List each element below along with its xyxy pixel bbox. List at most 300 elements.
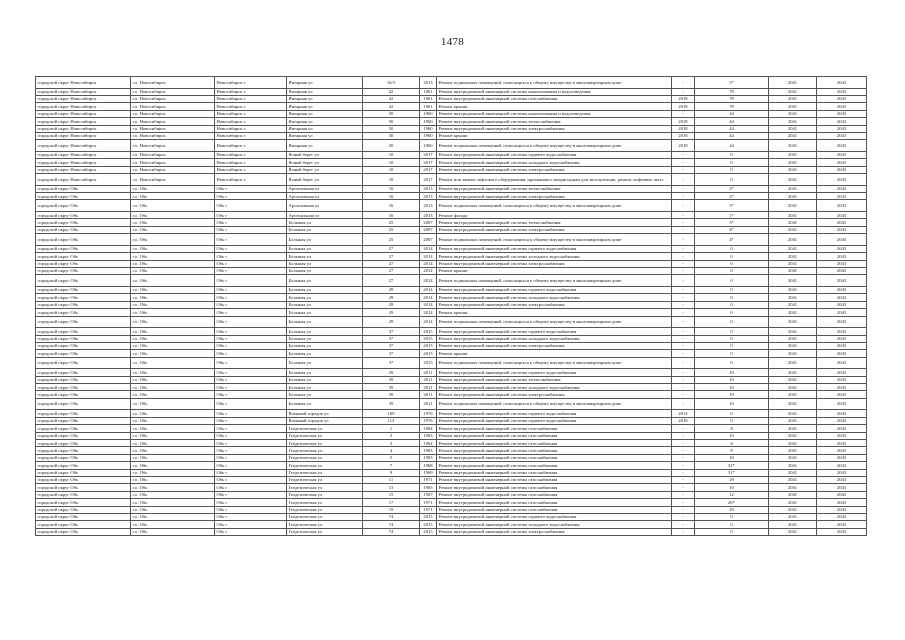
work-type-cell: Ремонт крыши bbox=[437, 309, 672, 316]
street-cell: Геодезическая ул bbox=[287, 469, 363, 476]
work-type-cell: Ремонт внутридомовой инженерной системы холодного водоснабжения bbox=[437, 521, 672, 528]
period-end-cell: 2043 bbox=[817, 151, 867, 158]
house-cell: 16 bbox=[363, 212, 420, 219]
period-start-cell: 2041 bbox=[769, 88, 817, 95]
locality-cell: Новосибирск г bbox=[215, 103, 287, 110]
wear-cell: 10 bbox=[695, 398, 769, 410]
last-repair-cell: - bbox=[672, 245, 695, 252]
street-cell: Военный городок ул bbox=[287, 410, 363, 417]
municipality-cell: городской округ Обь bbox=[36, 391, 131, 398]
last-repair-cell: - bbox=[672, 294, 695, 301]
work-type-cell: Ремонт внутридомовой инженерной системы электроснабжения bbox=[437, 125, 672, 132]
year-built-cell: 2017 bbox=[420, 174, 437, 186]
locality-cell: Обь г bbox=[215, 260, 287, 267]
year-built-cell: 2015 bbox=[420, 350, 437, 357]
municipality-cell: городской округ Обь bbox=[36, 447, 131, 454]
period-end-cell: 2043 bbox=[817, 110, 867, 117]
year-built-cell: 2013 bbox=[420, 77, 437, 89]
year-built-cell: 2017 bbox=[420, 159, 437, 166]
house-cell: 39 bbox=[363, 369, 420, 376]
municipality-cell: городской округ Обь bbox=[36, 185, 131, 192]
table-row bbox=[36, 491, 867, 498]
table-row bbox=[36, 440, 867, 447]
street-cell: Большая ул bbox=[287, 391, 363, 398]
wear-cell: 0 bbox=[695, 521, 769, 528]
district-cell: г.о. Новосибирск bbox=[131, 77, 215, 89]
locality-cell: Обь г bbox=[215, 417, 287, 424]
year-built-cell: 1960 bbox=[420, 118, 437, 125]
house-cell: 25 bbox=[363, 226, 420, 233]
district-cell: г.о. Обь bbox=[131, 335, 215, 342]
street-cell: Большая ул bbox=[287, 245, 363, 252]
wear-cell: 5* bbox=[695, 77, 769, 89]
wear-cell: 26* bbox=[695, 499, 769, 506]
street-cell: Большая ул bbox=[287, 226, 363, 233]
work-type-cell: Ремонт крыши bbox=[437, 103, 672, 110]
table-row bbox=[36, 432, 867, 439]
municipality-cell: городской округ Обь bbox=[36, 506, 131, 513]
district-cell: г.о. Обь bbox=[131, 253, 215, 260]
year-built-cell: 2014 bbox=[420, 309, 437, 316]
period-end-cell: 2043 bbox=[817, 454, 867, 461]
street-cell: Геодезическая ул bbox=[287, 476, 363, 483]
district-cell: г.о. Обь bbox=[131, 200, 215, 212]
locality-cell: Обь г bbox=[215, 491, 287, 498]
wear-cell: 78 bbox=[695, 88, 769, 95]
locality-cell: Новосибирск г bbox=[215, 88, 287, 95]
district-cell: г.о. Обь bbox=[131, 425, 215, 432]
locality-cell: Новосибирск г bbox=[215, 159, 287, 166]
municipality-cell: городской округ Обь bbox=[36, 245, 131, 252]
municipality-cell: городской округ Обь bbox=[36, 462, 131, 469]
period-start-cell: 2041 bbox=[769, 193, 817, 200]
district-cell: г.о. Новосибирск bbox=[131, 103, 215, 110]
street-cell: Большая ул bbox=[287, 275, 363, 287]
locality-cell: Новосибирск г bbox=[215, 140, 287, 152]
work-type-cell: Ремонт крыши bbox=[437, 350, 672, 357]
house-cell: 25 bbox=[363, 219, 420, 226]
last-repair-cell: - bbox=[672, 506, 695, 513]
last-repair-cell: - bbox=[672, 432, 695, 439]
year-built-cell: 2014 bbox=[420, 316, 437, 328]
wear-cell: 2* bbox=[695, 193, 769, 200]
work-type-cell: Ремонт внутридомовой инженерной системы газоснабжения bbox=[437, 469, 672, 476]
street-cell: Арсенальная ул bbox=[287, 212, 363, 219]
last-repair-cell: - bbox=[672, 342, 695, 349]
year-built-cell: 1967 bbox=[420, 491, 437, 498]
last-repair-cell: - bbox=[672, 491, 695, 498]
table-row bbox=[36, 454, 867, 461]
period-end-cell: 2043 bbox=[817, 275, 867, 287]
district-cell: г.о. Обь bbox=[131, 245, 215, 252]
last-repair-cell: - bbox=[672, 286, 695, 293]
period-start-cell: 2041 bbox=[769, 95, 817, 102]
period-end-cell: 2043 bbox=[817, 132, 867, 139]
house-cell: 39 bbox=[363, 391, 420, 398]
locality-cell: Обь г bbox=[215, 185, 287, 192]
table-row bbox=[36, 174, 867, 186]
year-built-cell: 1963 bbox=[420, 447, 437, 454]
table-row bbox=[36, 110, 867, 117]
wear-cell: 0 bbox=[695, 294, 769, 301]
street-cell: Большая ул bbox=[287, 376, 363, 383]
period-start-cell: 2041 bbox=[769, 309, 817, 316]
district-cell: г.о. Обь bbox=[131, 417, 215, 424]
work-type-cell: Ремонт внутридомовой инженерной системы газоснабжения bbox=[437, 440, 672, 447]
period-end-cell: 2043 bbox=[817, 469, 867, 476]
period-start-cell: 2041 bbox=[769, 245, 817, 252]
work-type-cell: Ремонт внутридомовой инженерной системы горячего водоснабжения bbox=[437, 245, 672, 252]
table-row bbox=[36, 268, 867, 275]
last-repair-cell: - bbox=[672, 335, 695, 342]
period-end-cell: 2043 bbox=[817, 384, 867, 391]
period-start-cell: 2041 bbox=[769, 200, 817, 212]
period-start-cell: 2041 bbox=[769, 342, 817, 349]
street-cell: Геодезическая ул bbox=[287, 528, 363, 535]
house-cell: 37 bbox=[363, 342, 420, 349]
district-cell: г.о. Обь bbox=[131, 410, 215, 417]
locality-cell: Новосибирск г bbox=[215, 110, 287, 117]
work-type-cell: Ремонт внутридомовой инженерной системы горячего водоснабжения bbox=[437, 328, 672, 335]
last-repair-cell: - bbox=[672, 425, 695, 432]
period-end-cell: 2043 bbox=[817, 286, 867, 293]
period-end-cell: 2043 bbox=[817, 484, 867, 491]
street-cell: Геодезическая ул bbox=[287, 447, 363, 454]
municipality-cell: городской округ Обь bbox=[36, 476, 131, 483]
period-end-cell: 2043 bbox=[817, 506, 867, 513]
table-row bbox=[36, 499, 867, 506]
wear-cell: 0 bbox=[695, 350, 769, 357]
house-cell: 16 bbox=[363, 200, 420, 212]
last-repair-cell: - bbox=[672, 88, 695, 95]
street-cell: Большая ул bbox=[287, 234, 363, 246]
period-end-cell: 2043 bbox=[817, 410, 867, 417]
locality-cell: Обь г bbox=[215, 294, 287, 301]
work-type-cell: Ремонт крыши bbox=[437, 132, 672, 139]
period-start-cell: 2041 bbox=[769, 234, 817, 246]
locality-cell: Обь г bbox=[215, 513, 287, 520]
year-built-cell: 2013 bbox=[420, 212, 437, 219]
house-cell: 17 bbox=[363, 499, 420, 506]
municipality-cell: городской округ Обь bbox=[36, 521, 131, 528]
municipality-cell: городской округ Обь bbox=[36, 398, 131, 410]
municipality-cell: городской округ Обь bbox=[36, 301, 131, 308]
municipality-cell: городской округ Обь bbox=[36, 294, 131, 301]
street-cell: Янтарная ул bbox=[287, 132, 363, 139]
municipality-cell: городской округ Новосибирск bbox=[36, 118, 131, 125]
table-row bbox=[36, 335, 867, 342]
street-cell: Большая ул bbox=[287, 316, 363, 328]
work-type-cell: Ремонт внутридомовой инженерной системы теплоснабжения bbox=[437, 185, 672, 192]
street-cell: Янтарная ул bbox=[287, 95, 363, 102]
work-type-cell: Ремонт внутридомовой инженерной системы холодного водоснабжения bbox=[437, 335, 672, 342]
work-type-cell: Ремонт внутридомовой инженерной системы газоснабжения bbox=[437, 476, 672, 483]
house-cell: 3 bbox=[363, 440, 420, 447]
work-type-cell: Ремонт внутридомовой инженерной системы теплоснабжения bbox=[437, 118, 672, 125]
year-built-cell: 1971 bbox=[420, 506, 437, 513]
year-built-cell: 2007 bbox=[420, 219, 437, 226]
table-row bbox=[36, 234, 867, 246]
district-cell: г.о. Обь bbox=[131, 342, 215, 349]
period-start-cell: 2041 bbox=[769, 506, 817, 513]
house-cell: 27 bbox=[363, 275, 420, 287]
locality-cell: Обь г bbox=[215, 350, 287, 357]
period-end-cell: 2043 bbox=[817, 440, 867, 447]
district-cell: г.о. Обь bbox=[131, 469, 215, 476]
period-end-cell: 2043 bbox=[817, 513, 867, 520]
wear-cell: 10 bbox=[695, 384, 769, 391]
table-row bbox=[36, 462, 867, 469]
period-end-cell: 2043 bbox=[817, 166, 867, 173]
street-cell: Большая ул bbox=[287, 268, 363, 275]
table-row bbox=[36, 245, 867, 252]
work-type-cell: Ремонт внутридомовой инженерной системы теплоснабжения bbox=[437, 219, 672, 226]
district-cell: г.о. Обь bbox=[131, 301, 215, 308]
house-cell: 4 bbox=[363, 447, 420, 454]
district-cell: г.о. Обь bbox=[131, 309, 215, 316]
wear-cell: 78 bbox=[695, 95, 769, 102]
street-cell: Геодезическая ул bbox=[287, 491, 363, 498]
period-start-cell: 2041 bbox=[769, 369, 817, 376]
last-repair-cell: - bbox=[672, 226, 695, 233]
year-built-cell: 1976 bbox=[420, 410, 437, 417]
municipality-cell: городской округ Новосибирск bbox=[36, 140, 131, 152]
house-cell: 74 bbox=[363, 521, 420, 528]
street-cell: Геодезическая ул bbox=[287, 432, 363, 439]
work-type-cell: Ремонт внутридомовой инженерной системы газоснабжения bbox=[437, 432, 672, 439]
period-start-cell: 2041 bbox=[769, 316, 817, 328]
locality-cell: Обь г bbox=[215, 219, 287, 226]
house-cell: 29 bbox=[363, 294, 420, 301]
last-repair-cell: - bbox=[672, 357, 695, 369]
table-row bbox=[36, 484, 867, 491]
wear-cell: 12 bbox=[695, 491, 769, 498]
last-repair-cell: - bbox=[672, 200, 695, 212]
street-cell: Большая ул bbox=[287, 369, 363, 376]
wear-cell: 2* bbox=[695, 185, 769, 192]
period-end-cell: 2043 bbox=[817, 200, 867, 212]
locality-cell: Обь г bbox=[215, 245, 287, 252]
year-built-cell: 2014 bbox=[420, 301, 437, 308]
municipality-cell: городской округ Новосибирск bbox=[36, 110, 131, 117]
municipality-cell: городской округ Обь bbox=[36, 425, 131, 432]
locality-cell: Обь г bbox=[215, 410, 287, 417]
municipality-cell: городской округ Обь bbox=[36, 484, 131, 491]
street-cell: Геодезическая ул bbox=[287, 521, 363, 528]
district-cell: г.о. Новосибирск bbox=[131, 132, 215, 139]
period-end-cell: 2043 bbox=[817, 234, 867, 246]
wear-cell: 44 bbox=[695, 125, 769, 132]
year-built-cell: 2014 bbox=[420, 268, 437, 275]
period-end-cell: 2043 bbox=[817, 316, 867, 328]
period-end-cell: 2043 bbox=[817, 245, 867, 252]
municipality-cell: городской округ Новосибирск bbox=[36, 95, 131, 102]
table-row bbox=[36, 286, 867, 293]
locality-cell: Новосибирск г bbox=[215, 174, 287, 186]
municipality-cell: городской округ Новосибирск bbox=[36, 88, 131, 95]
table-row bbox=[36, 476, 867, 483]
wear-cell: 0 bbox=[695, 159, 769, 166]
last-repair-cell: - bbox=[672, 499, 695, 506]
last-repair-cell: - bbox=[672, 350, 695, 357]
period-start-cell: 2041 bbox=[769, 335, 817, 342]
table-row bbox=[36, 357, 867, 369]
house-cell: 15 bbox=[363, 491, 420, 498]
last-repair-cell: 2018 bbox=[672, 132, 695, 139]
municipality-cell: городской округ Обь bbox=[36, 200, 131, 212]
period-end-cell: 2043 bbox=[817, 357, 867, 369]
year-built-cell: 1971 bbox=[420, 476, 437, 483]
municipality-cell: городской округ Новосибирск bbox=[36, 174, 131, 186]
locality-cell: Обь г bbox=[215, 447, 287, 454]
year-built-cell: 2014 bbox=[420, 286, 437, 293]
street-cell: Ясный берег ул bbox=[287, 159, 363, 166]
last-repair-cell: - bbox=[672, 275, 695, 287]
municipality-cell: городской округ Новосибирск bbox=[36, 77, 131, 89]
table-row bbox=[36, 425, 867, 432]
table-row bbox=[36, 391, 867, 398]
period-end-cell: 2043 bbox=[817, 376, 867, 383]
period-end-cell: 2043 bbox=[817, 417, 867, 424]
municipality-cell: городской округ Обь bbox=[36, 342, 131, 349]
period-start-cell: 2041 bbox=[769, 521, 817, 528]
period-start-cell: 2041 bbox=[769, 166, 817, 173]
wear-cell: 0 bbox=[695, 357, 769, 369]
street-cell: Большая ул bbox=[287, 309, 363, 316]
year-built-cell: 1960 bbox=[420, 140, 437, 152]
last-repair-cell: - bbox=[672, 384, 695, 391]
wear-cell: 4* bbox=[695, 234, 769, 246]
year-built-cell: 2013 bbox=[420, 193, 437, 200]
period-start-cell: 2041 bbox=[769, 432, 817, 439]
municipality-cell: городской округ Обь bbox=[36, 193, 131, 200]
work-type-cell: Ремонт внутридомовой инженерной системы газоснабжения bbox=[437, 462, 672, 469]
locality-cell: Обь г bbox=[215, 268, 287, 275]
district-cell: г.о. Новосибирск bbox=[131, 118, 215, 125]
house-cell: 5 bbox=[363, 454, 420, 461]
district-cell: г.о. Обь bbox=[131, 447, 215, 454]
last-repair-cell: - bbox=[672, 253, 695, 260]
last-repair-cell: - bbox=[672, 151, 695, 158]
street-cell: Янтарная ул bbox=[287, 125, 363, 132]
district-cell: г.о. Обь bbox=[131, 462, 215, 469]
district-cell: г.о. Обь bbox=[131, 506, 215, 513]
year-built-cell: 2014 bbox=[420, 275, 437, 287]
last-repair-cell: - bbox=[672, 469, 695, 476]
street-cell: Большая ул bbox=[287, 342, 363, 349]
period-end-cell: 2043 bbox=[817, 77, 867, 89]
period-end-cell: 2043 bbox=[817, 140, 867, 152]
street-cell: Арсенальная ул bbox=[287, 185, 363, 192]
locality-cell: Обь г bbox=[215, 432, 287, 439]
district-cell: г.о. Обь bbox=[131, 357, 215, 369]
locality-cell: Обь г bbox=[215, 286, 287, 293]
wear-cell: 4* bbox=[695, 226, 769, 233]
wear-cell: 10 bbox=[695, 432, 769, 439]
district-cell: г.о. Обь bbox=[131, 513, 215, 520]
district-cell: г.о. Обь bbox=[131, 212, 215, 219]
wear-cell: 0 bbox=[695, 275, 769, 287]
period-start-cell: 2041 bbox=[769, 151, 817, 158]
work-type-cell: Ремонт внутридомовой инженерной системы холодного водоснабжения bbox=[437, 159, 672, 166]
district-cell: г.о. Обь bbox=[131, 384, 215, 391]
period-start-cell: 2041 bbox=[769, 260, 817, 267]
street-cell: Ясный берег ул bbox=[287, 151, 363, 158]
wear-cell: 78 bbox=[695, 103, 769, 110]
wear-cell: 0 bbox=[695, 268, 769, 275]
locality-cell: Обь г bbox=[215, 357, 287, 369]
district-cell: г.о. Обь bbox=[131, 193, 215, 200]
year-built-cell: 2011 bbox=[420, 384, 437, 391]
locality-cell: Новосибирск г bbox=[215, 151, 287, 158]
house-cell: 37 bbox=[363, 350, 420, 357]
locality-cell: Обь г bbox=[215, 476, 287, 483]
municipality-cell: городской округ Новосибирск bbox=[36, 151, 131, 158]
table-row bbox=[36, 212, 867, 219]
last-repair-cell: - bbox=[672, 484, 695, 491]
year-built-cell: 2011 bbox=[420, 369, 437, 376]
period-start-cell: 2041 bbox=[769, 513, 817, 520]
period-start-cell: 2041 bbox=[769, 103, 817, 110]
municipality-cell: городской округ Обь bbox=[36, 369, 131, 376]
house-cell: 74 bbox=[363, 513, 420, 520]
locality-cell: Обь г bbox=[215, 275, 287, 287]
house-cell: 16 bbox=[363, 193, 420, 200]
work-type-cell: Ремонт внутридомовой инженерной системы горячего водоснабжения bbox=[437, 151, 672, 158]
district-cell: г.о. Обь bbox=[131, 328, 215, 335]
municipality-cell: городской округ Обь bbox=[36, 357, 131, 369]
wear-cell: 29 bbox=[695, 476, 769, 483]
house-cell: 50 bbox=[363, 140, 420, 152]
period-end-cell: 2043 bbox=[817, 521, 867, 528]
last-repair-cell: - bbox=[672, 268, 695, 275]
municipality-cell: городской округ Обь bbox=[36, 376, 131, 383]
district-cell: г.о. Новосибирск bbox=[131, 88, 215, 95]
table-row bbox=[36, 132, 867, 139]
table-row bbox=[36, 447, 867, 454]
work-type-cell: Ремонт подвальных помещений, относящихся к общему имуществу в многоквартирном доме bbox=[437, 275, 672, 287]
district-cell: г.о. Обь bbox=[131, 260, 215, 267]
last-repair-cell: - bbox=[672, 462, 695, 469]
period-start-cell: 2041 bbox=[769, 376, 817, 383]
house-cell: 25 bbox=[363, 234, 420, 246]
period-start-cell: 2041 bbox=[769, 476, 817, 483]
period-end-cell: 2043 bbox=[817, 342, 867, 349]
municipality-cell: городской округ Обь bbox=[36, 417, 131, 424]
table-row bbox=[36, 260, 867, 267]
street-cell: Большая ул bbox=[287, 328, 363, 335]
wear-cell: 0 bbox=[695, 151, 769, 158]
year-built-cell: 1961 bbox=[420, 88, 437, 95]
street-cell: Геодезическая ул bbox=[287, 440, 363, 447]
district-cell: г.о. Обь bbox=[131, 219, 215, 226]
year-built-cell: 1971 bbox=[420, 499, 437, 506]
street-cell: Геодезическая ул bbox=[287, 454, 363, 461]
wear-cell: 5* bbox=[695, 219, 769, 226]
municipality-cell: городской округ Обь bbox=[36, 260, 131, 267]
locality-cell: Обь г bbox=[215, 369, 287, 376]
period-start-cell: 2041 bbox=[769, 447, 817, 454]
locality-cell: Обь г bbox=[215, 200, 287, 212]
period-start-cell: 2041 bbox=[769, 391, 817, 398]
work-type-cell: Ремонт внутридомовой инженерной системы электроснабжения bbox=[437, 260, 672, 267]
year-built-cell: 2014 bbox=[420, 294, 437, 301]
period-end-cell: 2043 bbox=[817, 369, 867, 376]
table-row bbox=[36, 159, 867, 166]
year-built-cell: 2011 bbox=[420, 376, 437, 383]
wear-cell: 0 bbox=[695, 245, 769, 252]
municipality-cell: городской округ Обь bbox=[36, 234, 131, 246]
